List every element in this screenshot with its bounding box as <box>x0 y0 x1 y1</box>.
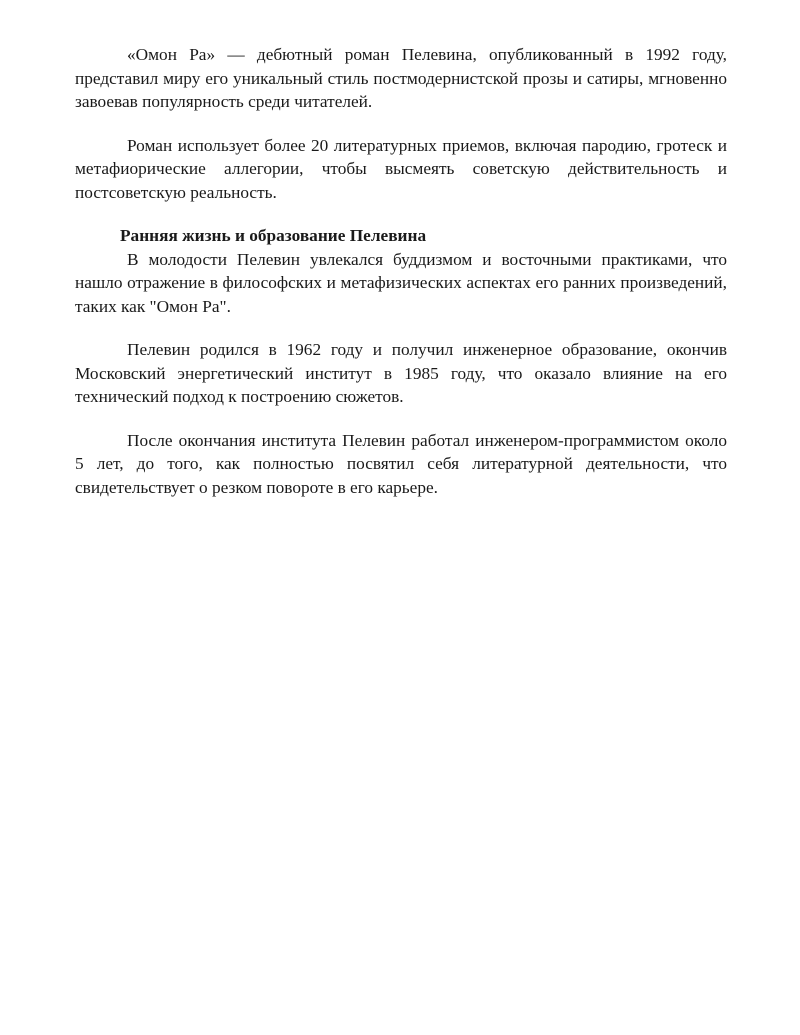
paragraph-buddhism: В молодости Пелевин увлекался буддизмом и восточными практиками, что нашло отражение в философских и метафизических аспектах его ранних произведений, таких как "Омон Ра". <box>75 249 727 316</box>
paragraph-career-turn: После окончания института Пелевин работал инженером-программистом около 5 лет, до того, как полностью посвятил себя литературной деятельности, что свидетельствует о резком повороте в его карьере. <box>75 430 727 497</box>
paragraph-education: Пелевин родился в 1962 году и получил инженерное образование, окончив Московский энергетический институт в 1985 году, что оказало влияние на его технический подход к построению сюжетов. <box>75 340 727 406</box>
section-heading: Ранняя жизнь и образование Пелевина <box>120 226 427 245</box>
document-body <box>75 43 727 499</box>
paragraph-literary-devices: Роман использует более 20 литературных приемов, включая пародию, гротеск и метафиорические аллегории, чтобы высмеять советскую действительность и постсоветскую реальность. <box>75 135 727 202</box>
paragraph-omon-ra-debut: «Омон Ра» — дебютный роман Пелевина, опубликованный в 1992 году, представил миру его уникальный стиль постмодернистской прозы и сатиры, мгновенно завоевав популярность среди читателей. <box>75 45 727 111</box>
